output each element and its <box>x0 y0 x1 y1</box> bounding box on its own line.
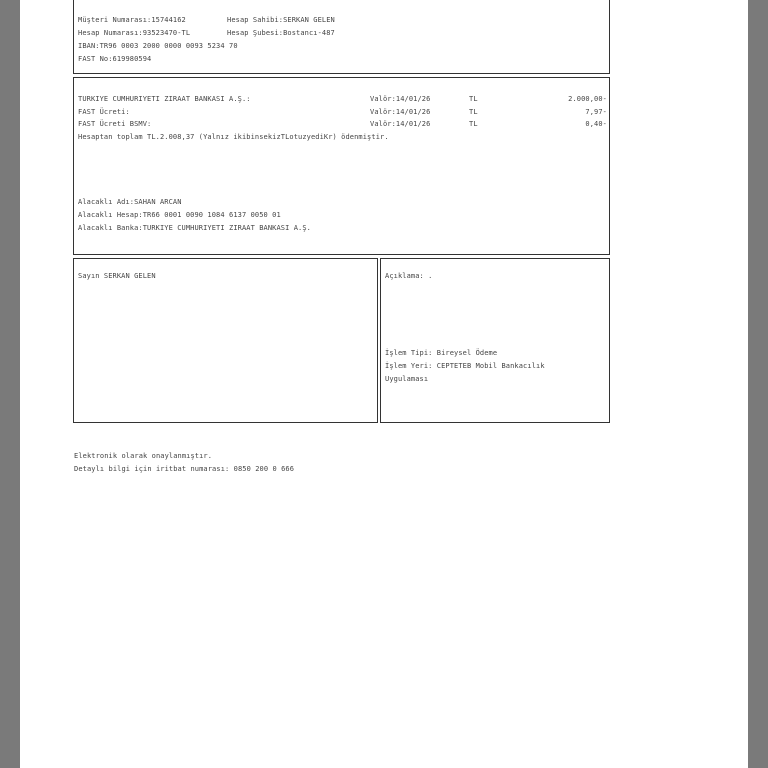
receiver-account: Alacaklı Hesap:TR66 0001 0090 1084 6137 0050 01 <box>78 211 281 219</box>
account-branch: Hesap Şubesi:Bostancı-487 <box>227 29 335 37</box>
transaction-row-amount: 0,40- <box>585 120 607 128</box>
greeting-text: Sayın SERKAN GELEN <box>78 272 156 280</box>
details-box <box>380 258 610 423</box>
total-paid-note: Hesaptan toplam TL.2.008,37 (Yalnız ikibinsekizTLotuzyediKr) ödenmiştir. <box>78 133 389 141</box>
transaction-row-desc: TURKIYE CUMHURIYETI ZIRAAT BANKASI A.Ş.: <box>78 95 251 103</box>
description-text: Açıklama: . <box>385 272 433 280</box>
account-holder: Hesap Sahibi:SERKAN GELEN <box>227 16 335 24</box>
receiver-name: Alacaklı Adı:SAHAN ARCAN <box>78 198 182 206</box>
transaction-row-desc: FAST Ücreti BSMV: <box>78 120 152 128</box>
receiver-bank: Alacaklı Banka:TURKIYE CUMHURIYETI ZIRAAT BANKASI A.Ş. <box>78 224 311 232</box>
account-info-box <box>73 0 610 74</box>
transaction-row-valor: Valör:14/01/26 <box>370 120 431 128</box>
customer-number: Müşteri Numarası:15744162 <box>78 16 186 24</box>
transaction-place-continued: Uygulaması <box>385 375 429 383</box>
fast-number: FAST No:619980594 <box>78 55 152 63</box>
receipt-page <box>20 0 748 768</box>
contact-info: Detaylı bilgi için iritbat numarası: 0850 200 0 666 <box>74 465 295 473</box>
iban: IBAN:TR96 0003 2000 0000 0093 5234 70 <box>78 42 238 50</box>
transaction-row-desc: FAST Ücreti: <box>78 108 130 116</box>
transaction-row-amount: 2.000,00- <box>568 95 607 103</box>
transaction-row-currency: TL <box>469 120 478 128</box>
transaction-row-currency: TL <box>469 95 478 103</box>
transaction-type: İşlem Tipi: Bireysel Ödeme <box>385 349 498 357</box>
transaction-row-amount: 7,97- <box>585 108 607 116</box>
transaction-box <box>73 77 610 255</box>
transaction-row-valor: Valör:14/01/26 <box>370 95 431 103</box>
electronic-approval-note: Elektronik olarak onaylanmıştır. <box>74 452 213 460</box>
account-number: Hesap Numarası:93523470-TL <box>78 29 191 37</box>
transaction-row-valor: Valör:14/01/26 <box>370 108 431 116</box>
transaction-row-currency: TL <box>469 108 478 116</box>
transaction-place: İşlem Yeri: CEPTETEB Mobil Bankacılık <box>385 362 545 370</box>
greeting-box <box>73 258 378 423</box>
